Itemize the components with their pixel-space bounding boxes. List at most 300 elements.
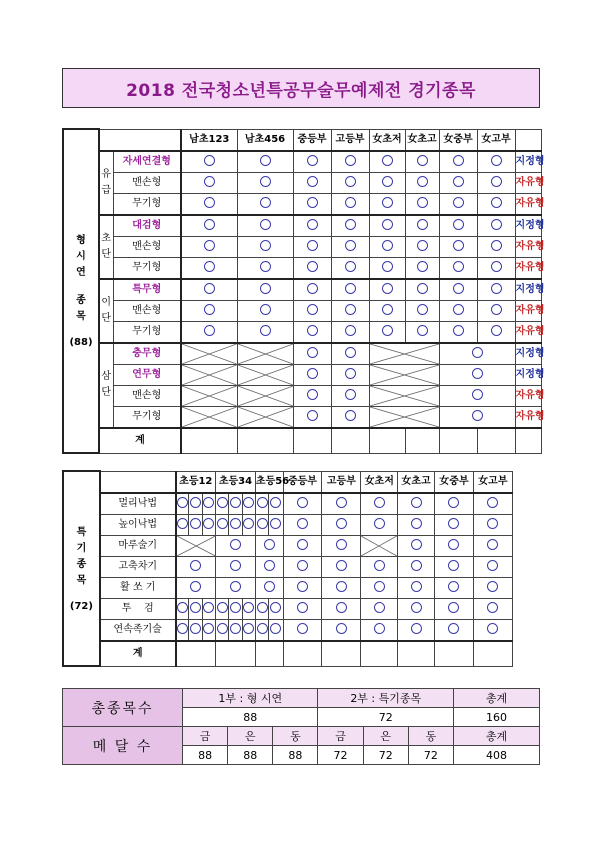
mark-cell — [269, 598, 283, 619]
circle-mark-icon — [374, 560, 385, 571]
part1-value: 88 — [183, 708, 318, 727]
circle-mark-icon — [453, 304, 464, 315]
circle-mark-icon — [448, 623, 459, 634]
circle-mark-icon — [307, 155, 318, 166]
circle-mark-icon — [260, 283, 271, 294]
circle-mark-icon — [264, 539, 275, 550]
circle-mark-icon — [374, 623, 385, 634]
circle-mark-icon — [345, 219, 356, 230]
total-cell — [331, 428, 369, 454]
mark-cell — [361, 493, 398, 515]
circle-mark-icon — [297, 497, 308, 508]
circle-mark-icon — [307, 389, 318, 400]
circle-mark-icon — [453, 240, 464, 251]
table-row — [63, 236, 541, 257]
mark-cell — [202, 514, 215, 535]
form-type: 자유형 — [515, 193, 541, 215]
column-header: 초등34 — [215, 471, 255, 493]
circle-mark-icon — [336, 518, 347, 529]
circle-mark-icon — [487, 539, 498, 550]
form-label: 맨손형 — [113, 385, 181, 406]
circle-mark-icon — [382, 261, 393, 272]
mark-cell — [435, 619, 474, 641]
mark-cell — [181, 172, 237, 193]
total-cell — [361, 641, 398, 667]
circle-mark-icon — [230, 560, 241, 571]
form-type: 자유형 — [515, 236, 541, 257]
mark-cell — [255, 556, 283, 577]
circle-mark-icon — [417, 219, 428, 230]
circle-mark-icon — [243, 518, 254, 529]
form-label: 연무형 — [113, 364, 181, 385]
mark-cell — [435, 598, 474, 619]
crossed-cell — [369, 343, 439, 365]
mark-cell — [477, 172, 515, 193]
mark-cell — [369, 151, 405, 173]
mark-cell — [283, 598, 322, 619]
rank-group-name: 삼단 — [101, 371, 112, 398]
circle-mark-icon — [204, 219, 215, 230]
column-header: 초등56 — [255, 471, 283, 493]
event-label: 마루술기 — [100, 535, 176, 556]
circle-mark-icon — [487, 623, 498, 634]
mark-cell — [369, 257, 405, 279]
circle-mark-icon — [336, 581, 347, 592]
circle-mark-icon — [453, 283, 464, 294]
cross-out-icon — [182, 407, 237, 427]
form-label: 맨손형 — [113, 172, 181, 193]
mark-cell — [176, 619, 189, 641]
crossed-cell — [361, 535, 398, 556]
circle-mark-icon — [257, 518, 268, 529]
part2-label: 2부 : 특기종목 — [318, 689, 454, 708]
total-cell — [435, 641, 474, 667]
circle-mark-icon — [472, 368, 483, 379]
mark-cell — [255, 619, 268, 641]
medal-value: 88 — [183, 746, 228, 765]
circle-mark-icon — [491, 155, 502, 166]
circle-mark-icon — [336, 560, 347, 571]
form-type: 자유형 — [515, 257, 541, 279]
mark-cell — [331, 172, 369, 193]
mark-cell — [322, 556, 361, 577]
cross-out-icon — [182, 365, 237, 385]
special-total-label: 계 — [100, 641, 176, 667]
mark-cell — [293, 406, 331, 428]
crossed-cell — [176, 535, 216, 556]
circle-mark-icon — [448, 581, 459, 592]
column-header: 고등부 — [331, 129, 369, 151]
mark-cell — [331, 257, 369, 279]
circle-mark-icon — [204, 261, 215, 272]
cross-out-icon — [182, 386, 237, 406]
circle-mark-icon — [417, 304, 428, 315]
circle-mark-icon — [345, 283, 356, 294]
mark-cell — [398, 493, 435, 515]
circle-mark-icon — [260, 176, 271, 187]
circle-mark-icon — [417, 325, 428, 336]
mark-cell — [361, 577, 398, 598]
mark-cell — [439, 406, 515, 428]
total-cell — [283, 641, 322, 667]
mark-cell — [242, 598, 255, 619]
mark-cell — [473, 619, 512, 641]
mark-cell — [435, 556, 474, 577]
mark-cell — [398, 577, 435, 598]
circle-mark-icon — [297, 623, 308, 634]
circle-mark-icon — [307, 219, 318, 230]
mark-cell — [293, 236, 331, 257]
mark-cell — [215, 556, 255, 577]
total-cell — [293, 428, 331, 454]
mark-cell — [369, 215, 405, 237]
circle-mark-icon — [190, 560, 201, 571]
mark-cell — [435, 535, 474, 556]
circle-mark-icon — [448, 602, 459, 613]
crossed-cell — [181, 343, 237, 365]
total-cell — [473, 641, 512, 667]
mark-cell — [405, 172, 439, 193]
mark-cell — [269, 493, 283, 515]
mark-cell — [283, 514, 322, 535]
circle-mark-icon — [230, 497, 241, 508]
form-type: 자유형 — [515, 172, 541, 193]
forms-side-title-2: 종목 — [76, 295, 86, 322]
circle-mark-icon — [491, 325, 502, 336]
header-type-blank — [515, 129, 541, 151]
mark-cell — [439, 236, 477, 257]
circle-mark-icon — [204, 325, 215, 336]
mark-cell — [283, 619, 322, 641]
mark-cell — [229, 598, 242, 619]
column-header: 女초저 — [369, 129, 405, 151]
mark-cell — [237, 279, 293, 301]
mark-cell — [215, 577, 255, 598]
mark-cell — [405, 236, 439, 257]
crossed-cell — [181, 364, 237, 385]
cross-out-icon — [370, 344, 439, 364]
circle-mark-icon — [453, 261, 464, 272]
circle-mark-icon — [264, 560, 275, 571]
circle-mark-icon — [382, 155, 393, 166]
form-label: 무기형 — [113, 321, 181, 343]
circle-mark-icon — [411, 602, 422, 613]
mark-cell — [439, 257, 477, 279]
table-row — [63, 279, 541, 301]
circle-mark-icon — [382, 283, 393, 294]
circle-mark-icon — [453, 176, 464, 187]
circle-mark-icon — [204, 283, 215, 294]
cross-out-icon — [370, 386, 439, 406]
mark-cell — [405, 279, 439, 301]
mark-cell — [361, 619, 398, 641]
circle-mark-icon — [243, 623, 254, 634]
mark-cell — [405, 151, 439, 173]
mark-cell — [435, 514, 474, 535]
cross-out-icon — [177, 536, 215, 556]
circle-mark-icon — [203, 623, 214, 634]
column-header: 중등부 — [293, 129, 331, 151]
mark-cell — [176, 514, 189, 535]
column-header: 초등12 — [176, 471, 216, 493]
mark-cell — [293, 215, 331, 237]
circle-mark-icon — [417, 155, 428, 166]
table-row — [63, 598, 539, 619]
mark-cell — [189, 493, 202, 515]
circle-mark-icon — [345, 176, 356, 187]
total-cell — [237, 428, 293, 454]
circle-mark-icon — [204, 155, 215, 166]
mark-cell — [189, 598, 202, 619]
mark-cell — [398, 535, 435, 556]
circle-mark-icon — [448, 560, 459, 571]
form-type: 지정형 — [515, 215, 541, 237]
circle-mark-icon — [382, 219, 393, 230]
circle-mark-icon — [297, 581, 308, 592]
mark-cell — [215, 514, 228, 535]
circle-mark-icon — [382, 197, 393, 208]
circle-mark-icon — [382, 176, 393, 187]
circle-mark-icon — [217, 497, 228, 508]
table-row — [63, 321, 541, 343]
mark-cell — [255, 535, 283, 556]
mark-cell — [242, 619, 255, 641]
circle-mark-icon — [411, 581, 422, 592]
form-type: 자유형 — [515, 385, 541, 406]
form-type: 자유형 — [515, 406, 541, 428]
circle-mark-icon — [345, 325, 356, 336]
table-row — [63, 364, 541, 385]
mark-cell — [237, 257, 293, 279]
mark-cell — [331, 343, 369, 365]
form-label: 무기형 — [113, 406, 181, 428]
mark-cell — [283, 577, 322, 598]
circle-mark-icon — [177, 518, 188, 529]
mark-cell — [181, 151, 237, 173]
circle-mark-icon — [336, 602, 347, 613]
circle-mark-icon — [307, 347, 318, 358]
cross-out-icon — [370, 365, 439, 385]
table-row — [63, 257, 541, 279]
mark-cell — [293, 151, 331, 173]
mark-cell — [439, 172, 477, 193]
table-row — [63, 215, 541, 237]
total-cell — [255, 641, 283, 667]
medal-count-label: 메 달 수 — [63, 727, 183, 765]
mark-cell — [293, 364, 331, 385]
rank-group-name: 유급 — [101, 168, 112, 196]
total-cell — [176, 641, 216, 667]
circle-mark-icon — [260, 304, 271, 315]
cross-out-icon — [238, 344, 293, 364]
event-label: 연속족기술 — [100, 619, 176, 641]
table-row — [63, 577, 539, 598]
forms-table — [62, 128, 545, 454]
mark-cell — [237, 236, 293, 257]
mark-cell — [181, 236, 237, 257]
circle-mark-icon — [190, 602, 201, 613]
rank-group-name: 초단 — [101, 232, 112, 260]
mark-cell — [331, 321, 369, 343]
circle-mark-icon — [345, 240, 356, 251]
circle-mark-icon — [217, 518, 228, 529]
mark-cell — [322, 598, 361, 619]
circle-mark-icon — [260, 155, 271, 166]
mark-cell — [435, 493, 474, 515]
mark-cell — [237, 321, 293, 343]
mark-cell — [215, 598, 228, 619]
rank-group-label — [99, 215, 113, 279]
mark-cell — [202, 493, 215, 515]
mark-cell — [229, 514, 242, 535]
column-header: 남초123 — [181, 129, 237, 151]
mark-cell — [202, 619, 215, 641]
total-cell — [398, 641, 435, 667]
mark-cell — [439, 385, 515, 406]
mark-cell — [398, 598, 435, 619]
circle-mark-icon — [307, 325, 318, 336]
mark-cell — [439, 151, 477, 173]
mark-cell — [242, 493, 255, 515]
table-row — [63, 385, 541, 406]
form-type: 지정형 — [515, 151, 541, 173]
total-cell — [439, 428, 477, 454]
column-header: 남초456 — [237, 129, 293, 151]
circle-mark-icon — [190, 623, 201, 634]
mark-cell — [405, 257, 439, 279]
circle-mark-icon — [190, 581, 201, 592]
table-row — [63, 193, 541, 215]
header-blank — [99, 129, 181, 151]
table-row — [63, 406, 541, 428]
total-events-label: 총종목수 — [63, 689, 183, 727]
crossed-cell — [237, 406, 293, 428]
total-cell — [369, 428, 405, 454]
medal-value: 72 — [363, 746, 408, 765]
mark-cell — [189, 619, 202, 641]
mark-cell — [439, 193, 477, 215]
mark-cell — [237, 151, 293, 173]
event-label: 높이낙법 — [100, 514, 176, 535]
circle-mark-icon — [345, 155, 356, 166]
mark-cell — [435, 577, 474, 598]
table-row — [63, 535, 539, 556]
circle-mark-icon — [487, 581, 498, 592]
mark-cell — [181, 321, 237, 343]
medal-value: 88 — [228, 746, 273, 765]
mark-cell — [181, 300, 237, 321]
circle-mark-icon — [417, 261, 428, 272]
circle-mark-icon — [204, 197, 215, 208]
circle-mark-icon — [230, 518, 241, 529]
circle-mark-icon — [382, 304, 393, 315]
circle-mark-icon — [382, 240, 393, 251]
total-cell — [405, 428, 439, 454]
column-header: 女초저 — [361, 471, 398, 493]
form-label: 무기형 — [113, 257, 181, 279]
circle-mark-icon — [243, 602, 254, 613]
mark-cell — [229, 493, 242, 515]
mark-cell — [439, 364, 515, 385]
circle-mark-icon — [345, 304, 356, 315]
circle-mark-icon — [336, 497, 347, 508]
cross-out-icon — [238, 386, 293, 406]
table-row — [63, 172, 541, 193]
event-label: 고축차기 — [100, 556, 176, 577]
circle-mark-icon — [453, 155, 464, 166]
circle-mark-icon — [417, 176, 428, 187]
mark-cell — [322, 577, 361, 598]
circle-mark-icon — [345, 261, 356, 272]
circle-mark-icon — [270, 602, 281, 613]
mark-cell — [237, 193, 293, 215]
circle-mark-icon — [270, 497, 281, 508]
mark-cell — [293, 193, 331, 215]
mark-cell — [202, 598, 215, 619]
circle-mark-icon — [345, 368, 356, 379]
form-type: 지정형 — [515, 279, 541, 301]
mark-cell — [405, 300, 439, 321]
mark-cell — [369, 321, 405, 343]
mark-cell — [181, 257, 237, 279]
circle-mark-icon — [217, 623, 228, 634]
column-header: 女중부 — [435, 471, 474, 493]
circle-mark-icon — [336, 539, 347, 550]
circle-mark-icon — [203, 497, 214, 508]
mark-cell — [322, 619, 361, 641]
circle-mark-icon — [260, 261, 271, 272]
form-type: 자유형 — [515, 300, 541, 321]
table-row — [63, 619, 539, 641]
medal-value: 88 — [273, 746, 318, 765]
circle-mark-icon — [374, 581, 385, 592]
mark-cell — [283, 535, 322, 556]
medal-bronze-1: 동 — [273, 727, 318, 746]
circle-mark-icon — [453, 325, 464, 336]
mark-cell — [361, 556, 398, 577]
circle-mark-icon — [177, 497, 188, 508]
circle-mark-icon — [491, 197, 502, 208]
part1-label: 1부 : 형 시연 — [183, 689, 318, 708]
circle-mark-icon — [204, 176, 215, 187]
mark-cell — [398, 619, 435, 641]
circle-mark-icon — [270, 518, 281, 529]
circle-mark-icon — [487, 602, 498, 613]
mark-cell — [477, 279, 515, 301]
crossed-cell — [181, 406, 237, 428]
crossed-cell — [237, 364, 293, 385]
form-label: 충무형 — [113, 343, 181, 365]
circle-mark-icon — [307, 176, 318, 187]
medal-gold-1: 금 — [183, 727, 228, 746]
medal-gold-2: 금 — [318, 727, 363, 746]
special-side-title: 특기종목 — [76, 526, 87, 586]
forms-side-label — [63, 129, 99, 453]
mark-cell — [176, 577, 216, 598]
circle-mark-icon — [448, 518, 459, 529]
cross-out-icon — [238, 407, 293, 427]
mark-cell — [331, 406, 369, 428]
circle-mark-icon — [487, 497, 498, 508]
circle-mark-icon — [307, 368, 318, 379]
mark-cell — [242, 514, 255, 535]
mark-cell — [269, 514, 283, 535]
circle-mark-icon — [257, 623, 268, 634]
medal-silver-1: 은 — [228, 727, 273, 746]
mark-cell — [405, 215, 439, 237]
mark-cell — [477, 215, 515, 237]
rank-group-label — [99, 151, 113, 215]
